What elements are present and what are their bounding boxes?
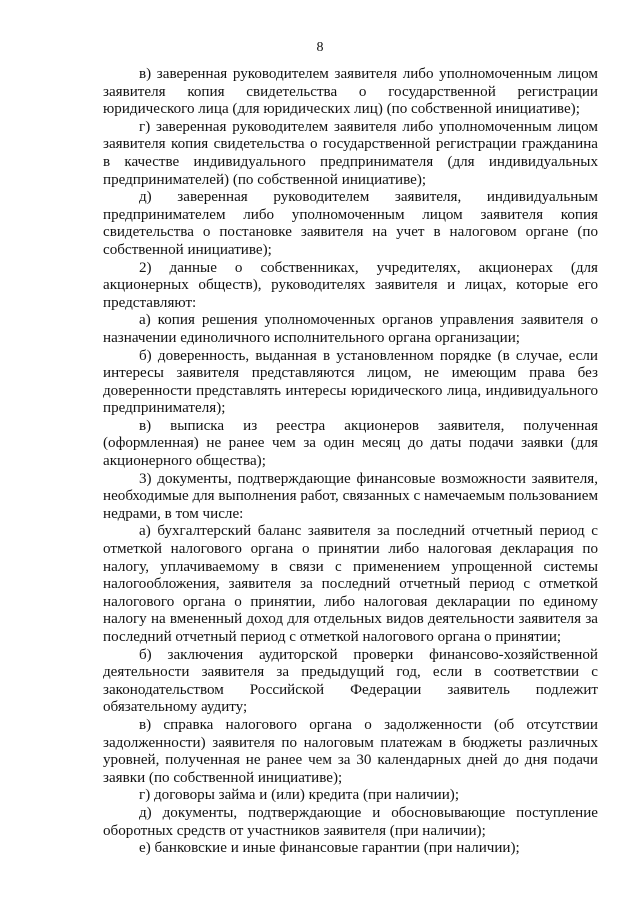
paragraph-item-3: 3) документы, подтверждающие финансовые возможности заявителя, необходимые для выполнения работ, связанных с намечаемым пользованием недрами, в том числе: [103, 470, 598, 522]
paragraph-3-b: б) заключения аудиторской проверки финансово-хозяйственной деятельности заявителя за предыдущий год, если в соответствии с законодательством Российской Федерации заявитель подлежит обязательному аудиту; [103, 646, 598, 716]
paragraph-2a: а) копия решения уполномоченных органов управления заявителя о назначении единоличного исполнительного органа организации; [103, 312, 598, 346]
paragraph-3-d: д) документы, подтверждающие и обосновывающие поступление оборотных средств от участников заявителя (при наличии); [103, 804, 598, 839]
paragraph-2v: в) выписка из реестра акционеров заявителя, полученная (оформленная) не ранее чем за один месяц до даты подачи заявки (для акционерного общества); [103, 417, 598, 470]
paragraph-2b: б) доверенность, выданная в установленном порядке (в случае, если интересы заявителя представляются лицом, не имеющим права без доверенности представлять интересы юридического лица, индивидуального предпринимателя); [103, 347, 598, 417]
paragraph-3g: г) заверенная руководителем заявителя либо уполномоченным лицом заявителя копия свидетельства о государственной регистрации гражданина в качестве индивидуального предпринимателя (для индивидуальных предпринимателей) (по собственной инициативе); [103, 118, 598, 188]
paragraph-3v: в) заверенная руководителем заявителя либо уполномоченным лицом заявителя копия свидетельства о государственной регистрации юридического лица (для юридических лиц) (по собственной инициативе); [103, 66, 598, 118]
paragraph-3d: д) заверенная руководителем заявителя, индивидуальным предпринимателем либо уполномоченным лицом заявителя копия свидетельства о постановке заявителя на учет в налоговом органе (по собственной инициативе); [103, 189, 598, 258]
paragraph-3-v: в) справка налогового органа о задолженности (об отсутствии задолженности) заявителя по налоговым платежам в бюджеты различных уровней, полученная не ранее чем за 30 календарных дней до дня подачи заявки (по собственной инициативе); [103, 716, 598, 786]
page-number: 8 [316, 40, 324, 55]
paragraph-item-2: 2) данные о собственниках, учредителях, акционерах (для акционерных обществ), руководителях заявителя и лицах, которые его представляют: [103, 259, 598, 311]
paragraph-3-a: а) бухгалтерский баланс заявителя за последний отчетный период с отметкой налогового органа о принятии либо налоговая декларация по налогу, уплачиваемому в связи с применением упрощенной системы налогообложения, заявителя за последний отчетный период с отметкой налогового органа о принятии, либо налоговая декларации по единому налогу на вмененный доход для отдельных видов деятельности заявителя за последний отчетный период с отметкой налогового органа о принятии; [103, 523, 598, 645]
paragraph-3-g: г) договоры займа и (или) кредита (при наличии); [139, 787, 460, 804]
paragraph-3-e: е) банковские и иные финансовые гарантии (при наличии); [139, 840, 520, 857]
document-body [103, 66, 598, 858]
